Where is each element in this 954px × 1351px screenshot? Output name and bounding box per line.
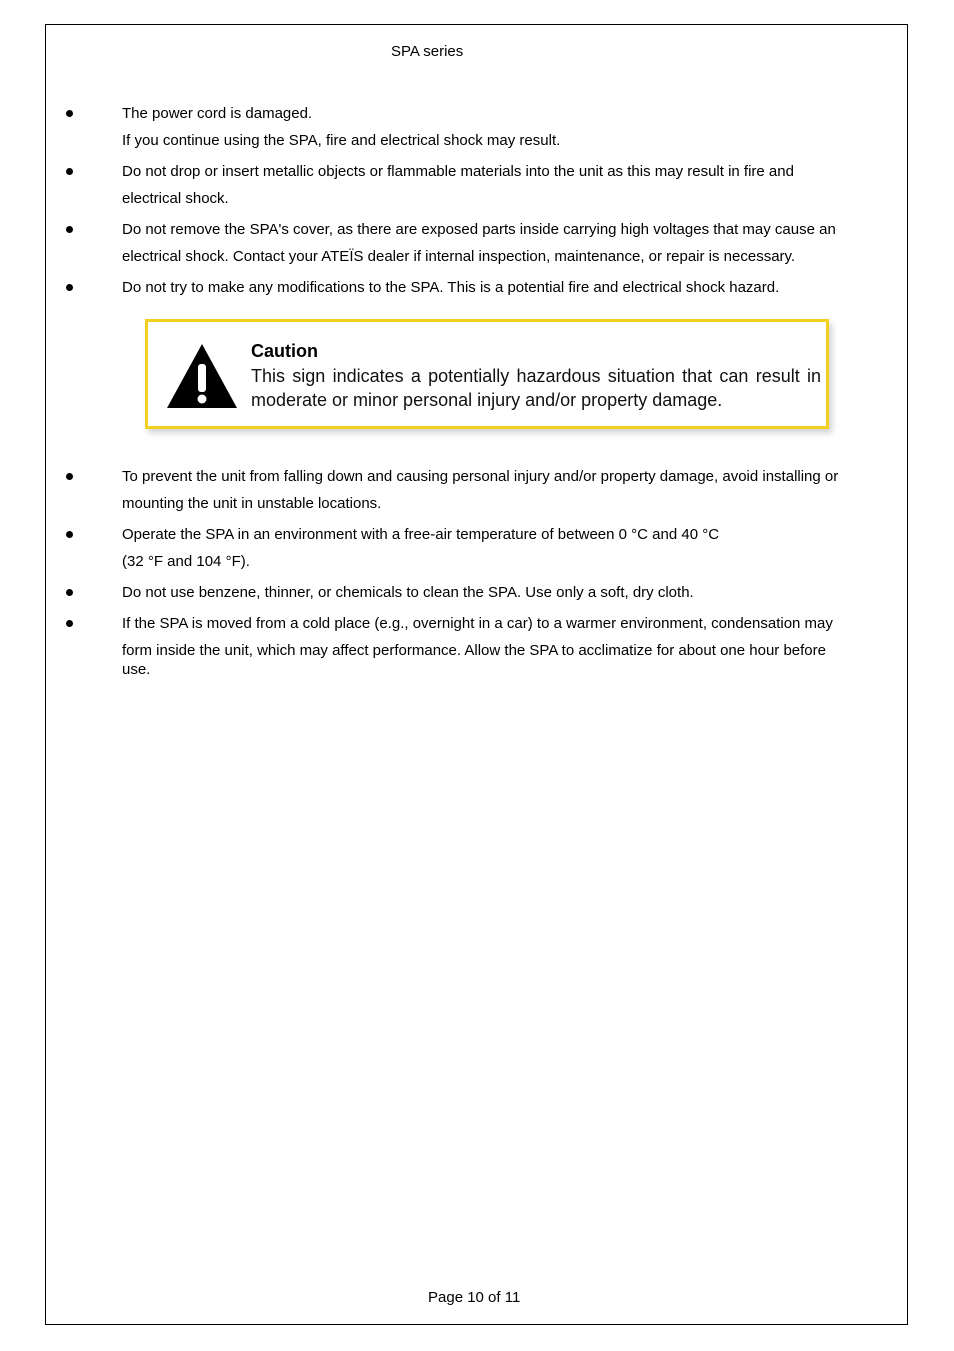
caution-box <box>145 319 829 429</box>
bullet-marker <box>66 226 73 233</box>
page-number: Page 10 of 11 <box>428 1289 521 1306</box>
bullet-7-line-1: Do not use benzene, thinner, or chemicals to clean the SPA. Use only a soft, dry cloth. <box>122 584 694 601</box>
bullet-4-line-1: Do not try to make any modifications to the SPA. This is a potential fire and electrical shock hazard. <box>122 279 780 296</box>
bullet-marker <box>66 531 73 538</box>
bullet-8-line-1: If the SPA is moved from a cold place (e.g., overnight in a car) to a warmer environment, condensation may <box>122 615 833 632</box>
bullet-2-line-2: electrical shock. <box>122 190 229 207</box>
bullet-3-line-1: Do not remove the SPA's cover, as there are exposed parts inside carrying high voltages that may cause an <box>122 221 836 238</box>
page-border <box>45 24 908 1325</box>
bullet-8-line-2: form inside the unit, which may affect performance. Allow the SPA to acclimatize for about one hour before <box>122 642 826 659</box>
bullet-3-line-2: electrical shock. Contact your ATEÏS dealer if internal inspection, maintenance, or repair is necessary. <box>122 248 796 265</box>
bullet-2-line-1: Do not drop or insert metallic objects or flammable materials into the unit as this may result in fire and <box>122 163 794 180</box>
bullet-8-line-3: use. <box>122 661 151 678</box>
page-header-title: SPA series <box>391 43 464 60</box>
bullet-marker <box>66 473 73 480</box>
bullet-marker <box>66 620 73 627</box>
bullet-6-line-1: Operate the SPA in an environment with a free-air temperature of between 0 °C and 40 °C <box>122 526 720 543</box>
bullet-marker <box>66 589 73 596</box>
bullet-1-line-1: The power cord is damaged. <box>122 105 313 122</box>
bullet-marker <box>66 168 73 175</box>
bullet-5-line-2: mounting the unit in unstable locations. <box>122 495 382 512</box>
bullet-marker <box>66 284 73 291</box>
caution-title: Caution <box>251 341 318 361</box>
bullet-6-line-2: (32 °F and 104 °F). <box>122 553 250 570</box>
bullet-5-line-1: To prevent the unit from falling down and causing personal injury and/or property damage, avoid installing or <box>122 468 839 485</box>
warning-triangle-icon <box>165 342 239 410</box>
bullet-marker <box>66 110 73 117</box>
caution-text: This sign indicates a potentially hazardous situation that can result in moderate or minor personal injury and/or property damage. <box>251 366 821 410</box>
bullet-1-line-2: If you continue using the SPA, fire and electrical shock may result. <box>122 132 561 149</box>
